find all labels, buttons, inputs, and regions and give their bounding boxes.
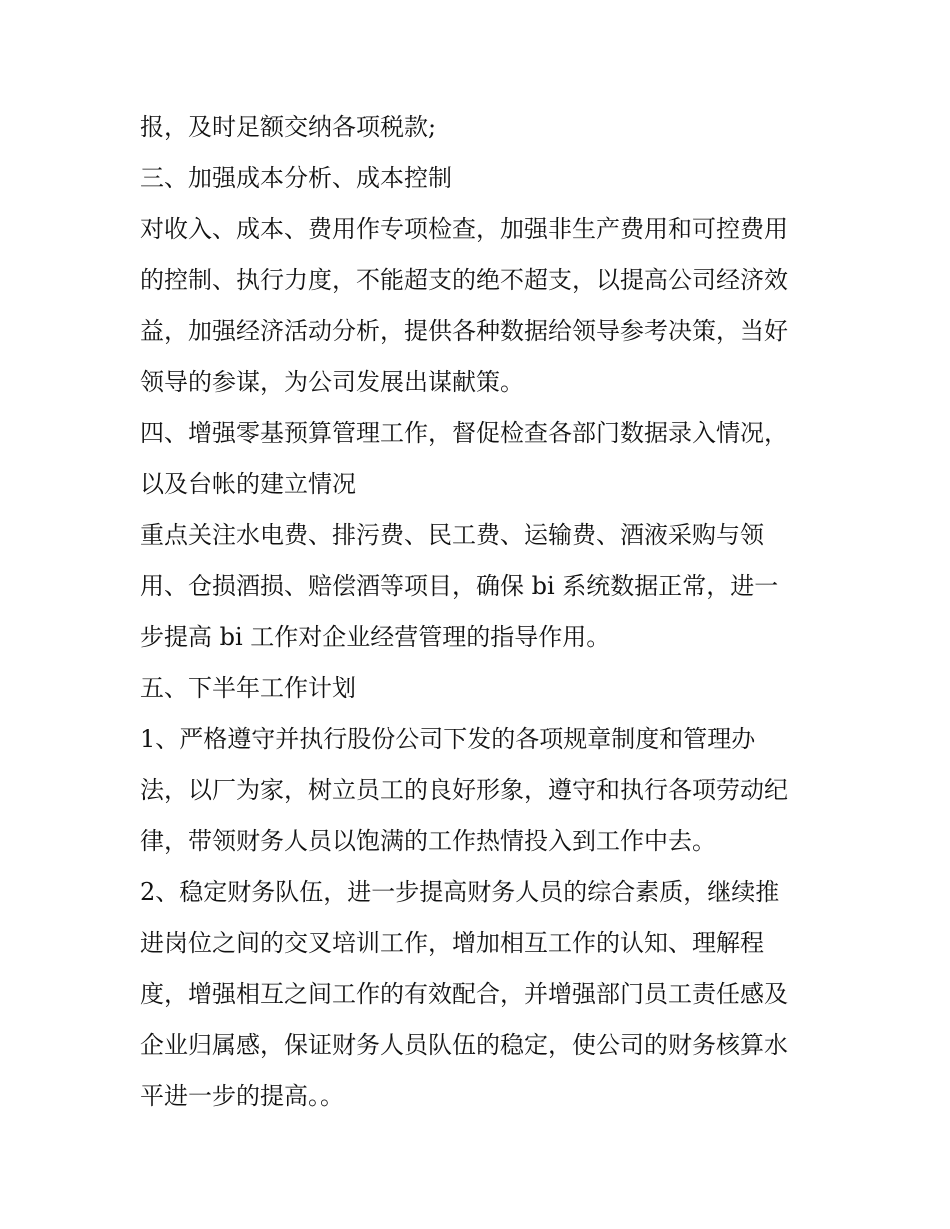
list-item: 2、稳定财务队伍，进一步提高财务人员的综合素质，继续推 xyxy=(140,878,780,906)
text-line: 步提高 bi 工作对企业经营管理的指导作用。 xyxy=(140,623,611,651)
text-line: 进岗位之间的交叉培训工作，增加相互工作的认知、理解程 xyxy=(140,929,764,957)
section-heading: 以及台帐的建立情况 xyxy=(140,470,356,498)
text-line: 法，以厂为家，树立员工的良好形象，遵守和执行各项劳动纪 xyxy=(140,776,788,804)
text-line: 度，增强相互之间工作的有效配合，并增强部门员工责任感及 xyxy=(140,980,788,1008)
text-line: 益，加强经济活动分析，提供各种数据给领导参考决策，当好 xyxy=(140,317,788,345)
document-body xyxy=(140,102,820,1122)
text-line: 企业归属感，保证财务人员队伍的稳定，使公司的财务核算水 xyxy=(140,1031,788,1059)
text-line: 用、仓损酒损、赔偿酒等项目，确保 bi 系统数据正常，进一 xyxy=(140,572,779,600)
list-item: 1、严格遵守并执行股份公司下发的各项规章制度和管理办 xyxy=(140,725,756,753)
text-line: 对收入、成本、费用作专项检查，加强非生产费用和可控费用 xyxy=(140,215,788,243)
text-line: 平进一步的提高。。 xyxy=(140,1082,344,1110)
text-line: 的控制、执行力度，不能超支的绝不超支，以提高公司经济效 xyxy=(140,266,788,294)
text-line: 律，带领财务人员以饱满的工作热情投入到工作中去。 xyxy=(140,827,716,855)
text-line: 重点关注水电费、排污费、民工费、运输费、酒液采购与领 xyxy=(140,521,764,549)
text-line: 报，及时足额交纳各项税款; xyxy=(140,113,437,141)
section-heading: 三、加强成本分析、成本控制 xyxy=(140,164,452,192)
section-heading: 四、增强零基预算管理工作，督促检查各部门数据录入情况， xyxy=(140,419,788,447)
text-line: 领导的参谋，为公司发展出谋献策。 xyxy=(140,368,524,396)
section-heading: 五、下半年工作计划 xyxy=(140,674,356,702)
